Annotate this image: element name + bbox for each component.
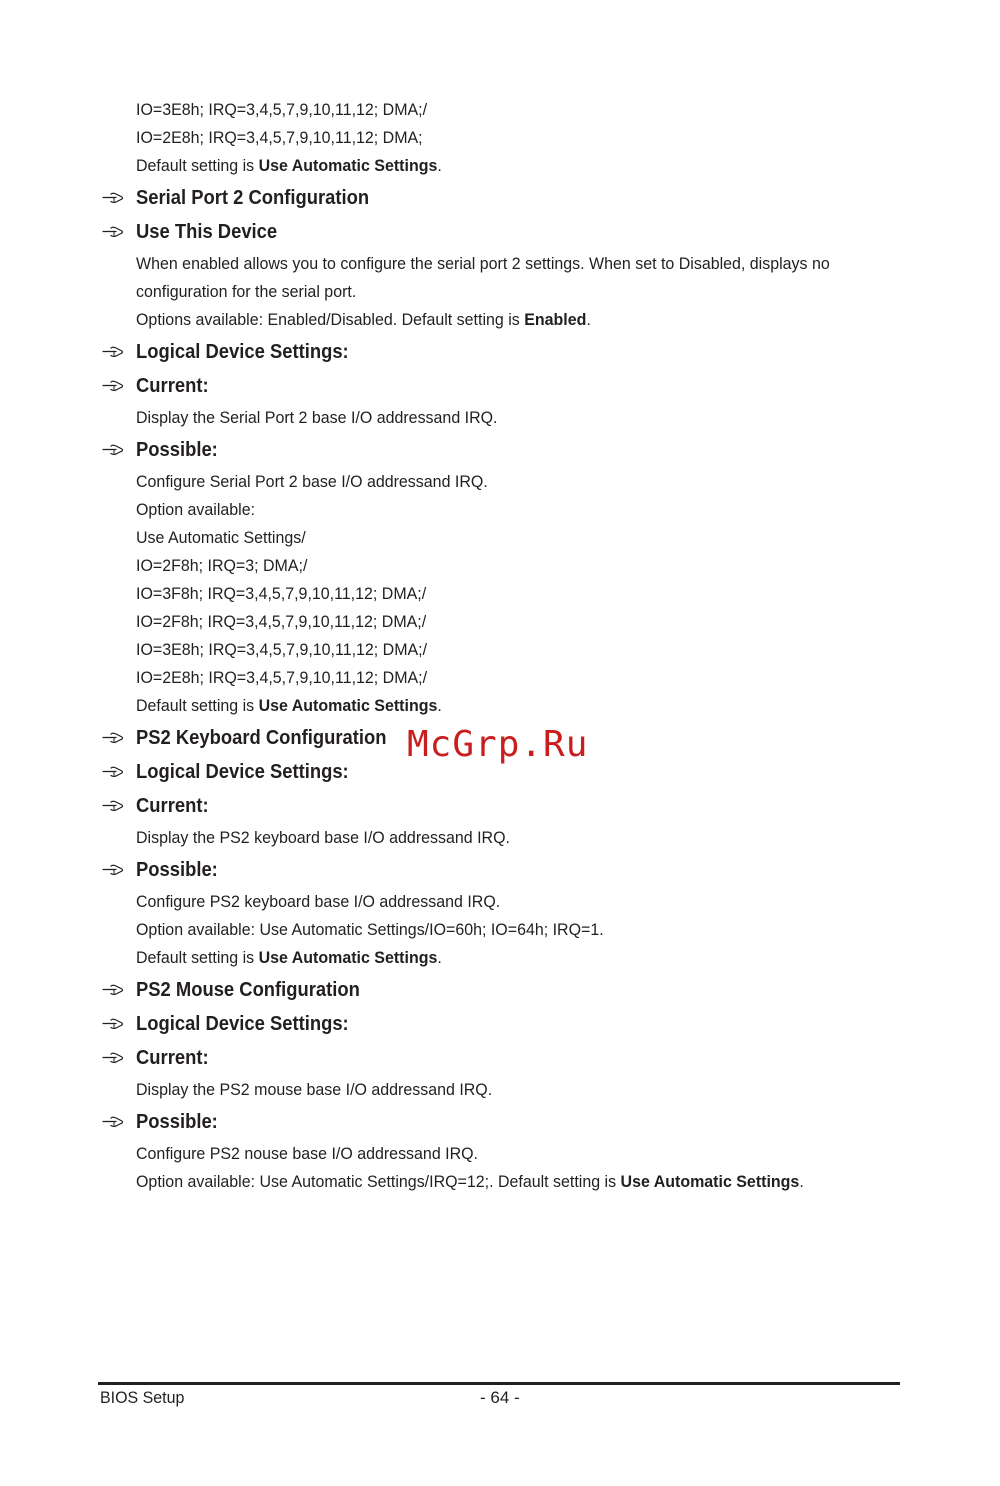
pointing-hand-icon (102, 443, 126, 457)
body-text (136, 916, 854, 944)
text-run: . (437, 948, 442, 967)
body-text (136, 552, 854, 580)
body-text (136, 96, 854, 124)
heading-text: Current: (136, 1046, 209, 1069)
body-text (136, 152, 854, 180)
heading-text: Current: (136, 794, 209, 817)
pointing-hand-icon (102, 799, 126, 813)
body-text (136, 524, 854, 552)
heading-text: PS2 Mouse Configuration (136, 978, 360, 1001)
body-text (136, 124, 854, 152)
heading-text: Serial Port 2 Configuration (136, 186, 370, 209)
heading-text: Possible: (136, 438, 218, 461)
pointing-hand-icon (102, 1017, 126, 1031)
page-content (100, 96, 900, 1196)
text-run: IO=2E8h; IRQ=3,4,5,7,9,10,11,12; DMA; (136, 128, 423, 147)
body-text (136, 608, 854, 636)
text-run: Option available: Use Automatic Settings/IO=60h; IO=64h; IRQ=1. (136, 920, 604, 939)
default-value: Use Automatic Settings (258, 948, 438, 967)
section-heading (100, 854, 900, 886)
body-text (136, 888, 854, 916)
body-text (136, 1168, 854, 1196)
body-text (136, 636, 854, 664)
heading-text: Logical Device Settings: (136, 1012, 349, 1035)
body-text (136, 824, 854, 852)
body-text (136, 496, 854, 524)
pointing-hand-icon (102, 863, 126, 877)
text-run: Default setting is (136, 156, 259, 175)
text-run: . (437, 156, 442, 175)
section-heading (100, 1008, 900, 1040)
text-run: . (799, 1172, 804, 1191)
section-heading (100, 370, 900, 402)
body-text (136, 250, 860, 306)
body-text (136, 1076, 854, 1104)
text-run: . (586, 310, 591, 329)
heading-text: Possible: (136, 858, 218, 881)
text-run: Configure PS2 nouse base I/O addressand IRQ. (136, 1144, 478, 1163)
pointing-hand-icon (102, 191, 126, 205)
heading-text: Current: (136, 374, 209, 397)
section-heading (100, 434, 900, 466)
pointing-hand-icon (102, 1051, 126, 1065)
footer-section-title: BIOS Setup (100, 1388, 185, 1407)
text-run: Option available: (136, 500, 256, 519)
section-heading (100, 336, 900, 368)
text-run: Display the Serial Port 2 base I/O addressand IRQ. (136, 408, 498, 427)
text-run: Use Automatic Settings/ (136, 528, 306, 547)
body-text (136, 664, 854, 692)
pointing-hand-icon (102, 983, 126, 997)
text-run: Default setting is (136, 948, 259, 967)
default-value: Use Automatic Settings (620, 1172, 800, 1191)
section-heading (100, 974, 900, 1006)
text-run: Configure PS2 keyboard base I/O addressand IRQ. (136, 892, 501, 911)
text-run: IO=2F8h; IRQ=3; DMA;/ (136, 556, 308, 575)
default-value: Use Automatic Settings (258, 696, 438, 715)
text-run: IO=3E8h; IRQ=3,4,5,7,9,10,11,12; DMA;/ (136, 640, 428, 659)
text-run: When enabled allows you to configure the serial port 2 settings. When set to Disabled, displays no configuration for the serial port. (136, 254, 830, 301)
text-run: Options available: Enabled/Disabled. Default setting is (136, 310, 525, 329)
text-run: IO=2E8h; IRQ=3,4,5,7,9,10,11,12; DMA;/ (136, 668, 428, 687)
body-text (136, 468, 854, 496)
body-text (136, 580, 854, 608)
text-run: IO=3E8h; IRQ=3,4,5,7,9,10,11,12; DMA;/ (136, 100, 428, 119)
text-run: Display the PS2 keyboard base I/O addressand IRQ. (136, 828, 510, 847)
watermark: McGrp.Ru (407, 724, 589, 765)
text-run: Configure Serial Port 2 base I/O addressand IRQ. (136, 472, 488, 491)
default-value: Enabled (524, 310, 587, 329)
section-heading (100, 216, 900, 248)
heading-text: PS2 Keyboard Configuration (136, 726, 387, 749)
pointing-hand-icon (102, 765, 126, 779)
body-text (136, 1140, 854, 1168)
section-heading (100, 790, 900, 822)
body-text (136, 944, 854, 972)
heading-text: Logical Device Settings: (136, 340, 349, 363)
heading-text: Possible: (136, 1110, 218, 1133)
text-run: IO=2F8h; IRQ=3,4,5,7,9,10,11,12; DMA;/ (136, 612, 427, 631)
heading-text: Use This Device (136, 220, 278, 243)
pointing-hand-icon (102, 225, 126, 239)
body-text (136, 404, 854, 432)
text-run: IO=3F8h; IRQ=3,4,5,7,9,10,11,12; DMA;/ (136, 584, 427, 603)
heading-text: Logical Device Settings: (136, 760, 349, 783)
body-text (136, 306, 854, 334)
text-run: Option available: Use Automatic Settings/IRQ=12;. Default setting is (136, 1172, 621, 1191)
default-value: Use Automatic Settings (258, 156, 438, 175)
pointing-hand-icon (102, 345, 126, 359)
page-number: - 64 - (480, 1388, 520, 1407)
section-heading (100, 1106, 900, 1138)
text-run: Default setting is (136, 696, 259, 715)
text-run: Display the PS2 mouse base I/O addressand IRQ. (136, 1080, 493, 1099)
section-heading (100, 1042, 900, 1074)
text-run: . (437, 696, 442, 715)
pointing-hand-icon (102, 1115, 126, 1129)
footer-rule (98, 1382, 900, 1385)
pointing-hand-icon (102, 731, 126, 745)
section-heading (100, 182, 900, 214)
pointing-hand-icon (102, 379, 126, 393)
body-text (136, 692, 854, 720)
